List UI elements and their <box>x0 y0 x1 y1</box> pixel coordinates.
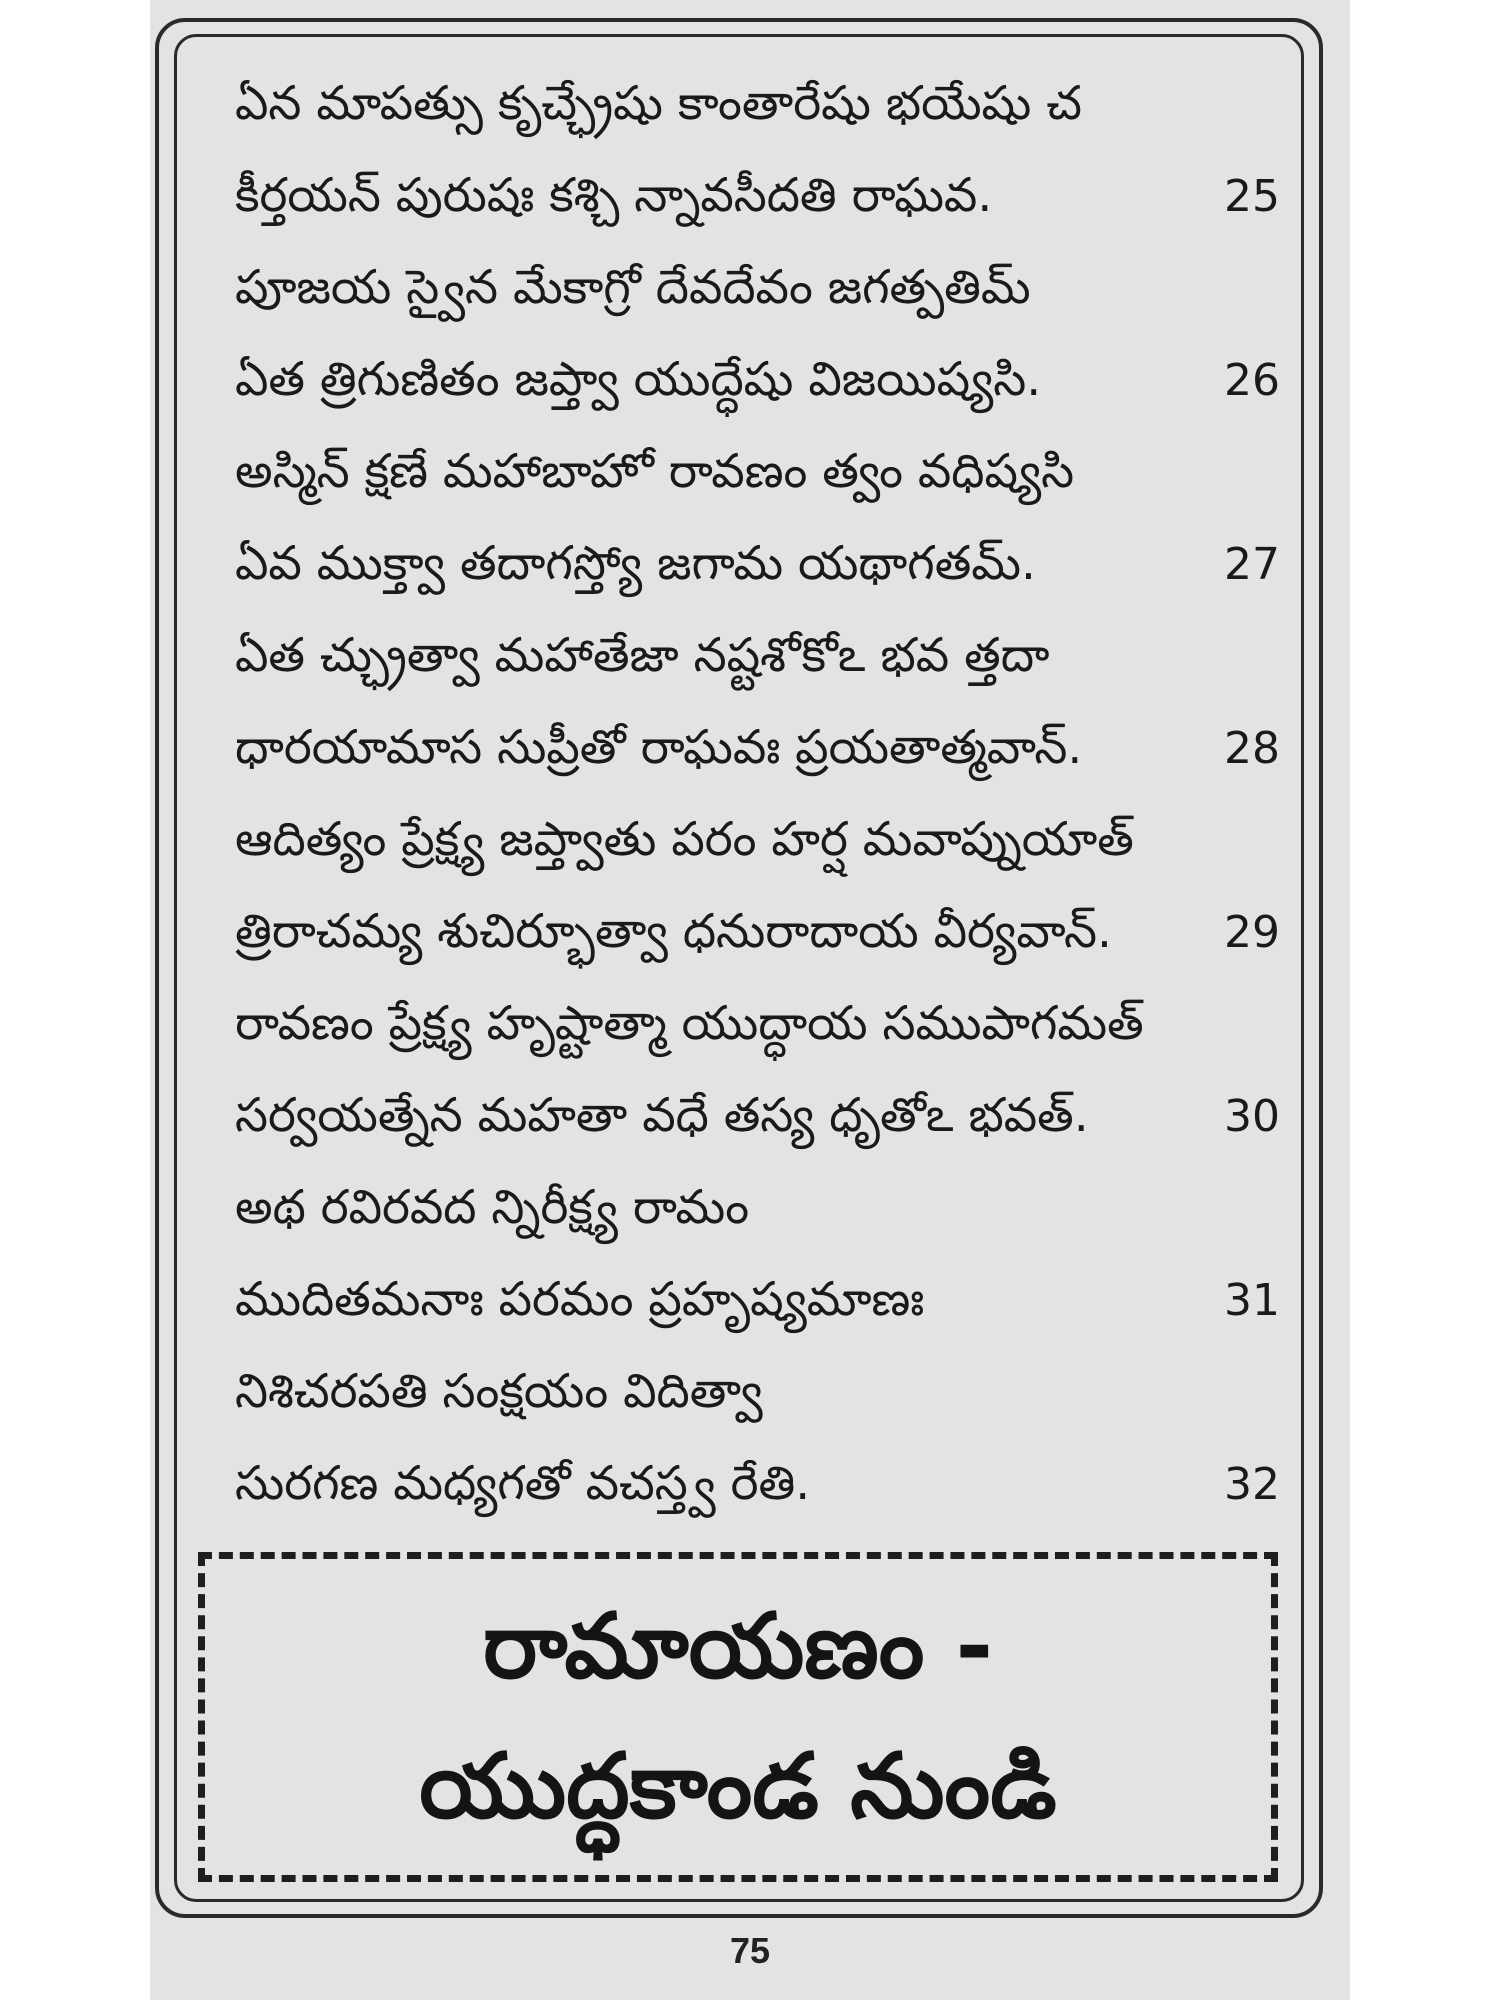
verse-number: 26 <box>1224 355 1280 406</box>
verse-line <box>235 1162 1280 1254</box>
verse-line <box>235 886 1280 978</box>
verse-number: 31 <box>1224 1275 1280 1326</box>
verse-text: ఏత చ్ఛ్రుత్వా మహాతేజా నష్టశోకోఽ భవ త్తదా <box>235 628 1050 683</box>
verse-text: ధారయామాస సుప్రీతో రాఘవః ప్రయతాత్మవాన్. <box>235 720 1083 775</box>
verse-text: త్రిరాచమ్య శుచిర్భూత్వా ధనురాదాయ వీర్యవాన్. <box>235 904 1112 959</box>
verse-text: ఏవ ముక్త్వా తదాగస్త్యో జగామ యథాగతమ్. <box>235 536 1036 591</box>
verse-text: కీర్తయన్ పురుషః కశ్చి న్నావసీదతి రాఘవ. <box>235 168 993 223</box>
verse-number: 30 <box>1224 1091 1280 1142</box>
verse-number: 32 <box>1224 1459 1280 1510</box>
verse-number: 27 <box>1224 539 1280 590</box>
verse-line <box>235 426 1280 518</box>
verse-25 <box>235 58 1280 242</box>
verse-line <box>235 978 1280 1070</box>
verse-line <box>235 702 1280 794</box>
verse-text: సురగణ మధ్యగతో వచస్త్వ రేతి. <box>235 1456 811 1511</box>
verse-text: నిశిచరపతి సంక్షయం విదిత్వా <box>235 1364 763 1419</box>
verse-text: ఏన మాపత్సు కృచ్ఛ్రేషు కాంతారేషు భయేషు చ <box>235 76 1082 131</box>
section-title-line-1: రామాయణం - <box>482 1594 994 1699</box>
verse-line <box>235 518 1280 610</box>
verse-27 <box>235 426 1280 610</box>
verse-line <box>235 1070 1280 1162</box>
verse-line <box>235 610 1280 702</box>
verse-list <box>235 58 1280 1530</box>
verse-line <box>235 794 1280 886</box>
verse-text: అస్మిన్ క్షణే మహాబాహో రావణం త్వం వధిష్యసి <box>235 444 1075 499</box>
verse-line <box>235 1438 1280 1530</box>
verse-text: రావణం ప్రేక్ష్య హృష్టాత్మా యుద్ధాయ సముపాగమత్ <box>235 996 1144 1051</box>
verse-number: 29 <box>1224 907 1280 958</box>
verse-26 <box>235 242 1280 426</box>
verse-28 <box>235 610 1280 794</box>
verse-text: పూజయ స్వైన మేకాగ్రో దేవదేవం జగత్పతిమ్ <box>235 260 1031 315</box>
verse-30 <box>235 978 1280 1162</box>
verse-text: ఏత త్రిగుణితం జప్త్వా యుద్ధేషు విజయిష్యసి. <box>235 352 1042 407</box>
section-title-box <box>198 1552 1278 1882</box>
verse-text: ముదితమనాః పరమం ప్రహృష్యమాణః <box>235 1272 925 1327</box>
verse-text: సర్వయత్నేన మహతా వధే తస్య ధృతోఽ భవత్. <box>235 1088 1089 1143</box>
verse-line <box>235 242 1280 334</box>
verse-32 <box>235 1346 1280 1530</box>
verse-line <box>235 58 1280 150</box>
verse-number: 28 <box>1224 723 1280 774</box>
verse-text: అథ రవిరవద న్నిరీక్ష్య రామం <box>235 1180 750 1235</box>
verse-line <box>235 1346 1280 1438</box>
verse-number: 25 <box>1224 171 1280 222</box>
verse-text: ఆదిత్యం ప్రేక్ష్య జప్త్వాతు పరం హర్ష మవాప్నుయాత్ <box>235 812 1134 867</box>
verse-31 <box>235 1162 1280 1346</box>
verse-line <box>235 334 1280 426</box>
page-number: 75 <box>729 1930 771 1971</box>
verse-29 <box>235 794 1280 978</box>
section-title-line-2: యుద్ధకాండ నుండి <box>419 1734 1057 1839</box>
verse-line <box>235 150 1280 242</box>
verse-line <box>235 1254 1280 1346</box>
